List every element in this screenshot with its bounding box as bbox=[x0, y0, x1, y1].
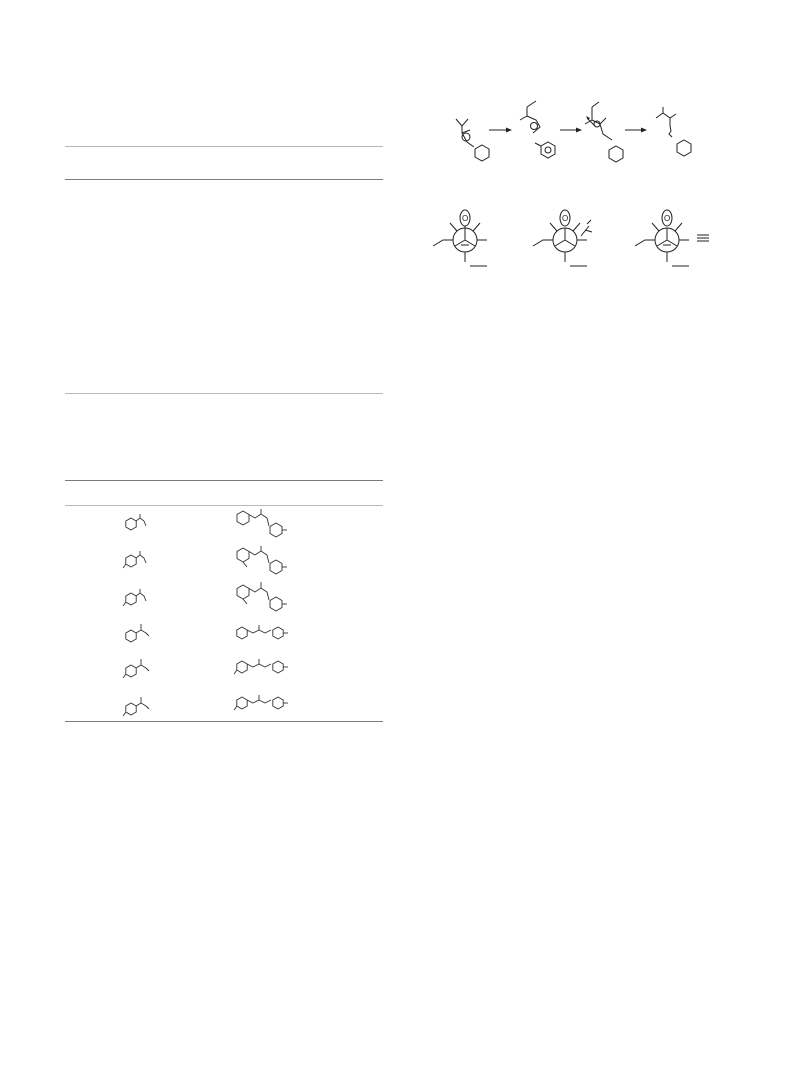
svg-text:O: O bbox=[562, 214, 569, 223]
newman-projection-3 bbox=[635, 210, 689, 266]
svg-text:O: O bbox=[462, 214, 469, 223]
svg-text:O: O bbox=[664, 214, 671, 223]
equivalence-symbol bbox=[697, 235, 709, 241]
newman-projection-1 bbox=[433, 210, 487, 266]
newman-projection-2 bbox=[533, 210, 592, 266]
